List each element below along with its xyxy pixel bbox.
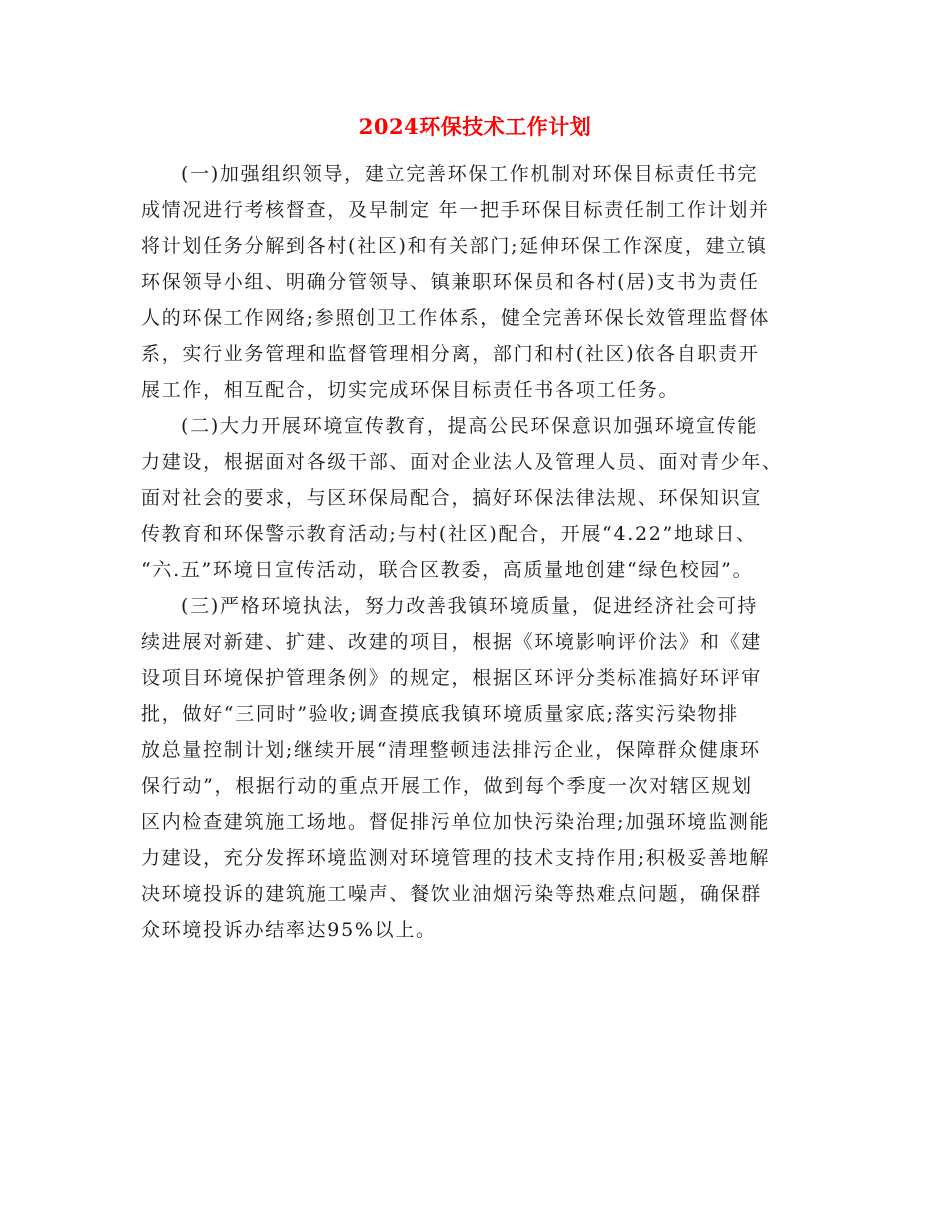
paragraph-line: 保行动”，根据行动的重点开展工作，做到每个季度一次对辖区规划 — [141, 775, 753, 797]
paragraph-line: 系，实行业务管理和监督管理相分离，部门和村(社区)依各自职责开 — [141, 343, 760, 365]
paragraph-line: 决环境投诉的建筑施工噪声、餐饮业油烟污染等热难点问题，确保群 — [141, 883, 763, 905]
paragraph-line: 传教育和环保警示教育活动;与村(社区)配合，开展“4.22”地球日、 — [141, 523, 757, 545]
paragraph-2 — [141, 408, 801, 588]
document-body — [141, 156, 801, 948]
paragraph-line: 区内检查建筑施工场地。督促排污单位加快污染治理;加强环境监测能 — [141, 811, 771, 833]
paragraph-line: 放总量控制计划;继续开展“清理整顿违法排污企业，保障群众健康环 — [141, 739, 761, 761]
paragraph-line: 续进展对新建、扩建、改建的项目，根据《环境影响评价法》和《建 — [141, 631, 763, 653]
paragraph-line: “六.五”环境日宣传活动，联合区教委，高质量地创建“绿色校园”。 — [141, 559, 754, 581]
paragraph-line: (三)严格环境执法，努力改善我镇环境质量，促进经济社会可持 — [181, 595, 759, 617]
paragraph-line: 环保领导小组、明确分管领导、镇兼职环保员和各村(居)支书为责任 — [141, 271, 760, 293]
paragraph-line: 力建设，根据面对各级干部、面对企业法人及管理人员、面对青少年、 — [141, 451, 783, 473]
paragraph-line: 人的环保工作网络;参照创卫工作体系，健全完善环保长效管理监督体 — [141, 307, 771, 329]
paragraph-line: 设项目环境保护管理条例》的规定，根据区环评分类标准搞好环评审 — [141, 667, 763, 689]
paragraph-line: (二)大力开展环境宣传教育，提高公民环保意识加强环境宣传能 — [181, 415, 759, 437]
paragraph-1 — [141, 156, 801, 408]
paragraph-line: 面对社会的要求，与区环保局配合，搞好环保法律法规、环保知识宣 — [141, 487, 763, 509]
document-title: 2024环保技术工作计划 — [358, 114, 592, 139]
paragraph-line: 展工作，相互配合，切实完成环保目标责任书各项工任务。 — [141, 379, 680, 401]
paragraph-line: 批，做好“三同时”验收;调查摸底我镇环境质量家底;落实污染物排 — [141, 703, 739, 725]
paragraph-line: 力建设，充分发挥环境监测对环境管理的技术支持作用;积极妥善地解 — [141, 847, 771, 869]
paragraph-line: (一)加强组织领导，建立完善环保工作机制对环保目标责任书完 — [181, 163, 759, 185]
paragraph-line: 将计划任务分解到各村(社区)和有关部门;延伸环保工作深度，建立镇 — [141, 235, 768, 257]
paragraph-line: 成情况进行考核督查，及早制定 年一把手环保目标责任制工作计划并 — [141, 199, 770, 221]
paragraph-3 — [141, 588, 801, 948]
paragraph-line: 众环境投诉办结率达95%以上。 — [141, 919, 437, 941]
